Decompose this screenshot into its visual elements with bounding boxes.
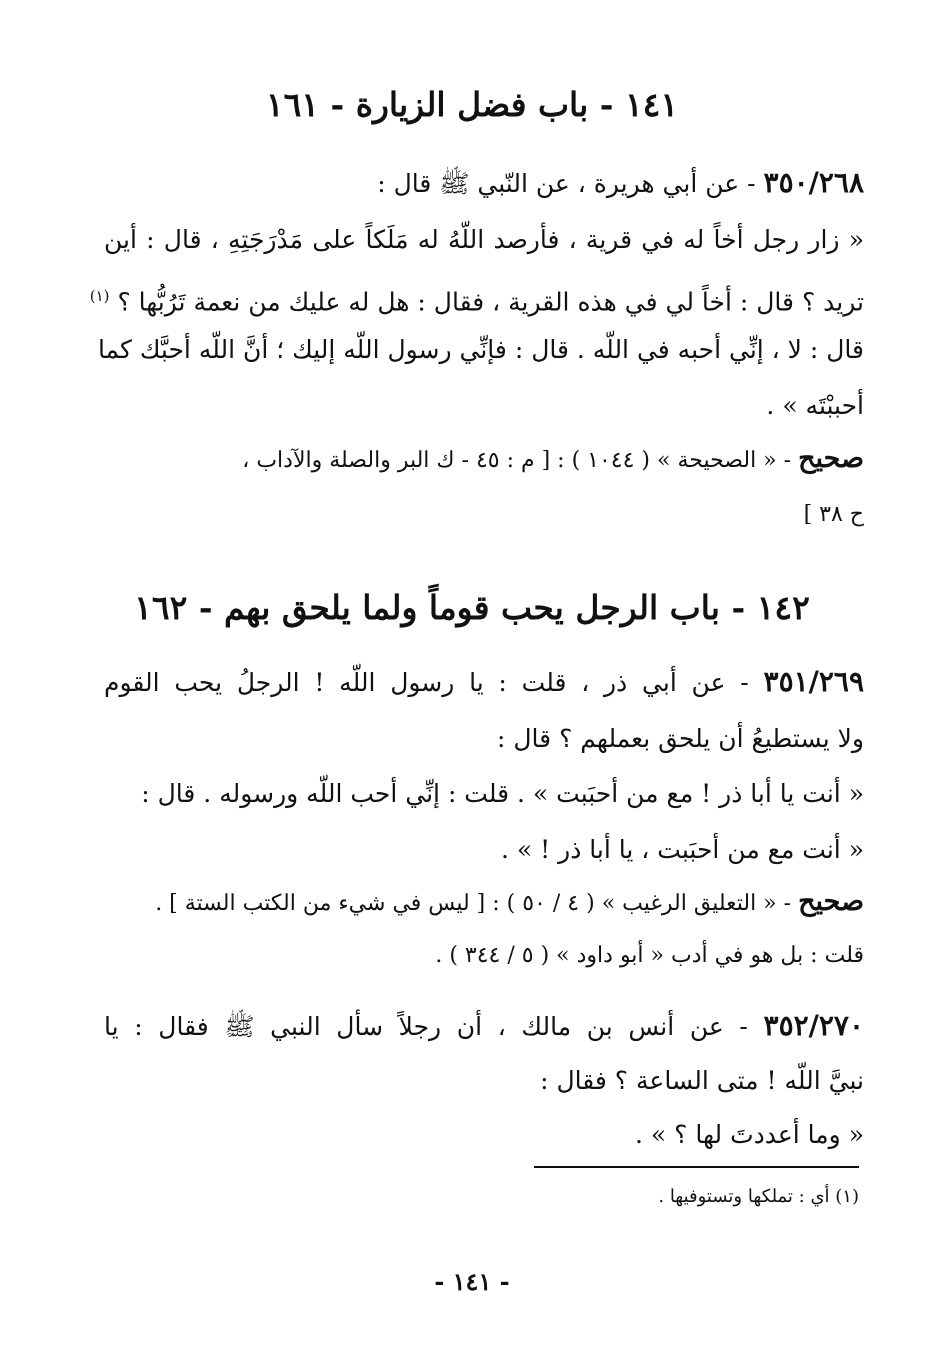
footnote: (١) أي : تملكها وتستوفيها .: [658, 1186, 859, 1207]
grade-reference: - « التعليق الرغيب » ( ٤ / ٥٠ ) : [ ليس في شيء من الكتب الستة ] .: [155, 891, 799, 916]
hadith-269-intro: [104, 664, 864, 701]
chapter-heading-141: ١٤١ - باب فضل الزيارة - ١٦١: [265, 85, 679, 124]
hadith-269-note: قلت : بل هو في أدب « أبو داود » ( ٥ / ٣٤٤ ) .: [435, 943, 864, 968]
hadith-270-intro: [104, 1008, 864, 1045]
page-number: - ١٤١ -: [434, 1267, 510, 1296]
hadith-270-intro-cont: نبيَّ اللّه ! متى الساعة ؟ فقال :: [540, 1066, 864, 1095]
footnote-divider: [534, 1166, 859, 1168]
hadith-intro-text: - عن أنس بن مالك ، أن رجلاً سأل النبي ﷺ فقال : يا: [104, 1012, 764, 1041]
chapter-heading-142: ١٤٢ - باب الرجل يحب قوماً ولما يلحق بهم - ١٦٢: [134, 588, 810, 627]
grade-label: صحيح: [798, 886, 864, 917]
hadith-268-line-1: « زار رجل أخاً له في قرية ، فأرصد اللّهُ له مَلَكاً على مَدْرَجَتِهِ ، قال : أين: [104, 225, 864, 254]
hadith-number: ٣٥٢/٢٧٠: [763, 1009, 864, 1042]
footnote-reference: (١): [89, 287, 110, 305]
hadith-268-line-2: [89, 278, 864, 320]
hadith-268-intro: [104, 165, 864, 202]
hadith-270-line-1: « وما أعددتَ لها ؟ » .: [635, 1120, 864, 1149]
hadith-269-intro-cont: ولا يستطيعُ أن يلحق بعملهم ؟ قال :: [497, 724, 864, 753]
grade-reference: - « الصحيحة » ( ١٠٤٤ ) : [ م : ٤٥ - ك البر والصلة والآداب ،: [242, 448, 799, 473]
hadith-269-line-1: « أنت يا أبا ذر ! مع من أحبَبت » . قلت : إنِّي أحب اللّه ورسوله . قال :: [141, 779, 864, 808]
hadith-number: ٣٥٠/٢٦٨: [763, 166, 864, 199]
hadith-269-line-2: « أنت مع من أحبَبت ، يا أبا ذر ! » .: [501, 835, 864, 864]
hadith-268-line-3: قال : لا ، إنِّي أحبه في اللّه . قال : فإنِّي رسول اللّه إليك ؛ أنَّ اللّه أحبَّك كما: [97, 335, 864, 364]
hadith-268-grade: [104, 441, 864, 479]
hadith-text: تريد ؟ قال : أخاً لي في هذه القرية ، فقال : هل له عليك من نعمة تَرُبُّها ؟: [117, 287, 864, 317]
hadith-intro-text: - عن أبي ذر ، قلت : يا رسول اللّه ! الرجلُ يحب القوم: [104, 668, 764, 697]
grade-label: صحيح: [798, 443, 864, 474]
hadith-intro-text: - عن أبي هريرة ، عن النّبي ﷺ قال :: [377, 169, 764, 198]
hadith-268-line-4: أحببْتَه » .: [766, 391, 864, 420]
hadith-268-grade-cont: ح ٣٨ ]: [803, 502, 864, 527]
hadith-269-grade: [104, 884, 864, 922]
hadith-number: ٣٥١/٢٦٩: [763, 665, 864, 698]
